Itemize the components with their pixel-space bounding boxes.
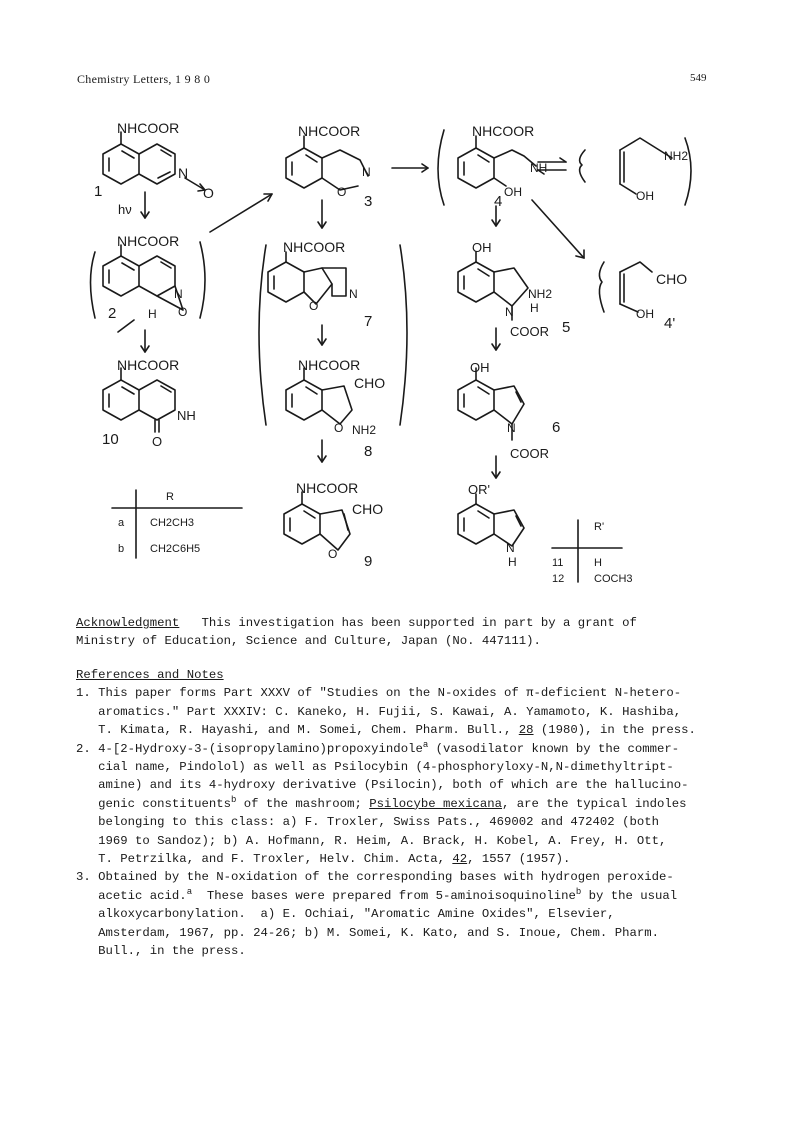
compound-8-aldehyde: CHO	[354, 375, 386, 391]
svg-text:N: N	[349, 287, 358, 301]
references	[76, 666, 696, 961]
svg-text:H: H	[148, 307, 157, 321]
svg-text:NH: NH	[530, 161, 548, 175]
compound-4prime-hydroxyl: OH	[636, 307, 654, 321]
svg-text:CH2C6H5: CH2C6H5	[150, 543, 201, 555]
reference-3: 3. Obtained by the N-oxidation of the corresponding bases with hydrogen peroxide- acetic acid.$^a$ These bases were prepared from 5-aminoisoquinoline$^b$ by the usual alkoxycarbonylation. a) E. Ochiai, "Aromatic Amine Oxides", Elsevier, Amsterdam, 1967, pp. 24-26; b) M. Somei, K. Kato, and S. Inoue, Chem. Pharm. Bull., in the press.	[76, 870, 678, 959]
compound-6-hydroxyl: OH	[470, 360, 490, 375]
compound-4prime-aldehyde: CHO	[656, 271, 688, 287]
svg-text:O: O	[152, 434, 163, 449]
svg-text:O: O	[203, 185, 214, 201]
label-3: 3	[364, 193, 373, 210]
compound-8-substituent: NHCOOR	[298, 357, 361, 373]
compound-10-substituent: NHCOOR	[117, 357, 180, 373]
compound-2-structure	[91, 242, 206, 352]
compound-2-substituent: NHCOOR	[117, 233, 180, 249]
svg-text:O: O	[178, 305, 188, 319]
svg-text:O: O	[334, 421, 344, 435]
label-1: 1	[94, 183, 103, 200]
reference-1: 1. This paper forms Part XXXV of "Studies on the N-oxides of π-deficient N-hetero- aromatics." Part XXXIV: C. Kaneko, H. Fujii, S. Kawai, A. Yamamoto, K. Hashiba, T. Kimata, R. Hayashi, and M. Somei, Chem. Pharm. Bull., 28 (1980), in the press.	[76, 686, 696, 738]
compound-10-structure	[103, 368, 175, 432]
svg-text:H: H	[530, 301, 539, 315]
svg-text:H: H	[594, 557, 602, 569]
compound-11-substituent: OR'	[468, 482, 490, 497]
label-6: 6	[552, 419, 561, 436]
acknowledgment: Acknowledgment This investigation has been supported in part by a grant of Ministry of Education, Science and Culture, Japan (No. 447111).	[76, 616, 637, 649]
svg-text:H: H	[508, 555, 517, 569]
open-chain-amine: NH2	[664, 149, 689, 163]
label-9: 9	[364, 553, 373, 570]
svg-text:NH: NH	[177, 408, 196, 423]
label-2: 2	[108, 305, 117, 322]
compound-1-substituent: NHCOOR	[117, 120, 180, 136]
compound-8-amine: NH2	[352, 423, 377, 437]
compound-9-substituent: NHCOOR	[296, 480, 359, 496]
compound-4-hydroxyl: OH	[504, 185, 522, 199]
compound-3-substituent: NHCOOR	[298, 123, 361, 139]
compound-8-structure	[286, 368, 352, 462]
svg-text:a: a	[118, 517, 125, 529]
label-7: 7	[364, 313, 373, 330]
photolysis-label: hν	[118, 202, 132, 217]
label-5: 5	[562, 319, 571, 336]
svg-text:O: O	[328, 547, 338, 561]
references-heading: References and Notes	[76, 668, 224, 682]
svg-text:COCH3: COCH3	[594, 573, 633, 585]
svg-text:N: N	[362, 165, 371, 179]
svg-text:N: N	[506, 541, 515, 555]
svg-text:O: O	[337, 185, 347, 199]
compound-3-structure	[286, 136, 368, 228]
svg-text:b: b	[118, 543, 125, 555]
compound-6-carbamate: COOR	[510, 446, 549, 461]
svg-text:O: O	[309, 299, 319, 313]
table-r-header: R	[166, 491, 174, 503]
label-10: 10	[102, 431, 119, 448]
compound-7-substituent: NHCOOR	[283, 239, 346, 255]
label-4: 4	[494, 193, 503, 210]
label-8: 8	[364, 443, 373, 460]
compound-5-hydroxyl: OH	[472, 240, 492, 255]
svg-text:N: N	[507, 421, 516, 435]
compound-4prime-structure	[599, 262, 652, 312]
reference-2: 2. 4-[2-Hydroxy-3-(isopropylamino)propoxyindole$^a$ (vasodilator known by the commer- cial name, Pindolol) as well as Psilocybin (4-phosphoryloxy-N,N-dimethyltript- amine) and its 4-hydroxy derivative (Psilocin), both of which are the hallucino- genic constituents$^b$ of the mashroom; Psilocybe mexicana, are the typical indoles belonging to this class: a) F. Troxler, Swiss Pats., 469002 and 472402 (both 1969 to Sandoz); b) A. Hofmann, R. Heim, A. Brack, H. Kobel, A. Frey, H. Ott, T. Petrzilka, and F. Troxler, Helv. Chim. Acta, 42, 1557 (1957).	[76, 739, 689, 867]
table-rprime-header: R'	[594, 521, 605, 533]
svg-text:N: N	[178, 165, 189, 181]
svg-text:N: N	[174, 287, 183, 301]
compound-4-substituent: NHCOOR	[472, 123, 535, 139]
open-chain-hydroxyl: OH	[636, 189, 654, 203]
svg-text:11: 11	[552, 557, 564, 569]
compound-7-structure	[259, 245, 407, 425]
compound-11-structure	[458, 494, 524, 546]
page-number: 549	[690, 72, 707, 84]
running-header: Chemistry Letters, 1 9 8 0	[77, 72, 211, 86]
svg-text:N: N	[505, 305, 514, 319]
svg-text:12: 12	[552, 573, 565, 585]
compound-5-amine: NH2	[528, 287, 553, 301]
acknowledgment-heading: Acknowledgment	[76, 616, 180, 630]
compound-9-aldehyde: CHO	[352, 501, 384, 517]
svg-text:CH2CH3: CH2CH3	[150, 517, 195, 529]
compound-5-carbamate: COOR	[510, 324, 549, 339]
label-4prime: 4'	[664, 315, 676, 332]
compound-9-structure	[284, 492, 350, 550]
